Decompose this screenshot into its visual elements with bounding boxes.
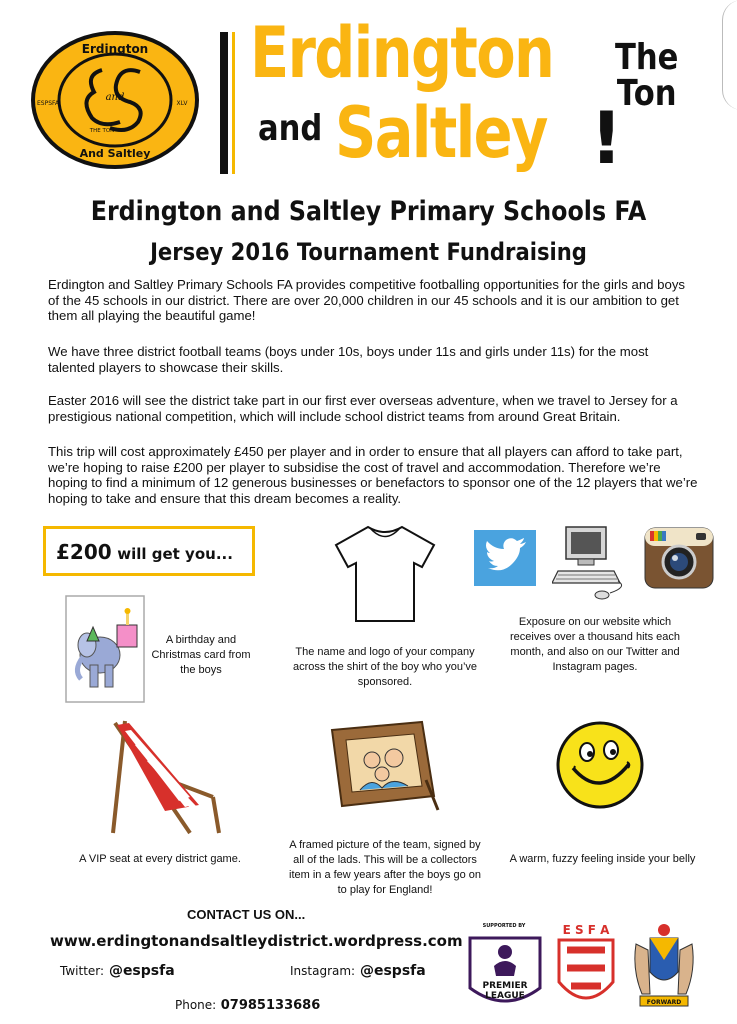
subheadline: Jersey 2016 Tournament Fundraising	[150, 238, 587, 266]
paragraph-intro: Erdington and Saltley Primary Schools FA provides competitive footballing opportunities for the girls and boys of the 45 schools in our district. There are over 20,000 children in our 45 schools and it is our ambition to get them all playing the beautiful game!	[48, 277, 686, 323]
computer-icon	[552, 523, 632, 603]
svg-text:and: and	[105, 92, 125, 103]
offer-amount: £200	[56, 540, 112, 564]
logo-top-text: Erdington	[81, 42, 149, 56]
twitter-icon	[474, 530, 536, 586]
offer-text	[56, 540, 233, 564]
reward-feeling-caption: A warm, fuzzy feeling inside your belly	[509, 853, 696, 865]
the-ton-line1: The	[615, 37, 679, 78]
deckchair-icon	[95, 715, 225, 840]
title-exclaim: !	[590, 96, 623, 180]
website-link[interactable]: www.erdingtonandsaltleydistrict.wordpress.com	[50, 932, 463, 950]
twitter-label: Twitter:	[60, 964, 105, 978]
phone-label: Phone:	[175, 998, 217, 1012]
pl-supported-text: SUPPORTED BY	[482, 923, 526, 929]
title-saltley: Saltley	[335, 92, 547, 174]
instagram-contact	[290, 963, 426, 979]
coat-motto: FORWARD	[646, 999, 682, 1006]
pl-line2: LEAGUE	[485, 991, 525, 1001]
twitter-handle-link[interactable]: @espsfa	[108, 963, 175, 979]
picture-frame-icon	[330, 720, 440, 812]
title-and: and	[258, 108, 323, 149]
logo-bottom-text: And Saltley	[79, 147, 151, 160]
espsfa-logo	[30, 30, 200, 170]
title-erdington: Erdington	[250, 12, 554, 94]
tshirt-icon	[330, 523, 440, 625]
paragraph-cost: This trip will cost approximately £450 per player and in order to ensure that all players can afford to take part, we’re hoping to raise £200 per player to subsidise the cost of travel and accommodation. Therefore we’re hoping to find a minimum of 12 generous businesses or benefactors to sponsor one of the 12 players that we’re hoping to take and ensure that this dream becomes a reality.	[48, 444, 698, 506]
title-divider-accent	[232, 32, 235, 174]
headline: Erdington and Saltley Primary Schools FA	[90, 196, 647, 227]
logo-center-text: THE TON	[89, 128, 115, 134]
reward-seat-caption: A VIP seat at every district game.	[79, 853, 241, 865]
reward-card-caption: A birthday and Christmas card from the boys	[151, 634, 251, 676]
reward-picture-caption: A framed picture of the team, signed by all of the lads. This will be a collectors item in a few years after the boys go on to play for England!	[289, 839, 481, 896]
esfa-logo	[553, 922, 619, 1014]
logo-right-text: XLV	[176, 100, 188, 107]
instagram-handle-link[interactable]: @espsfa	[359, 963, 426, 979]
title-divider	[220, 32, 228, 174]
smiley-icon	[555, 720, 645, 810]
premier-league-logo	[464, 918, 546, 1014]
offer-rest: will get you...	[117, 545, 233, 563]
the-ton-label	[615, 37, 679, 114]
paragraph-easter: Easter 2016 will see the district take part in our first ever overseas adventure, when we travel to Jersey for a prestigious national competition, which will include school district teams from around Great Britain.	[48, 393, 678, 424]
reward-shirt-caption: The name and logo of your company across the shirt of the boy who you’ve sponsored.	[292, 646, 478, 688]
twitter-contact	[60, 963, 175, 979]
instagram-icon	[644, 527, 714, 589]
logo-left-text: ESPSFA	[36, 100, 60, 107]
pl-line1: PREMIER	[482, 981, 528, 991]
birthday-card-icon	[65, 595, 147, 705]
the-ton-line2: Ton	[616, 73, 677, 114]
esfa-text: E S F A	[562, 923, 610, 937]
instagram-label: Instagram:	[290, 964, 356, 978]
phone-number[interactable]: 07985133686	[220, 998, 321, 1013]
paragraph-teams: We have three district football teams (boys under 10s, boys under 11s and girls under 11s) for the most talented players to showcase their skills.	[48, 344, 649, 375]
page-edge-curve	[722, 0, 737, 110]
contact-title: CONTACT US ON...	[187, 907, 306, 922]
coat-of-arms-logo	[628, 920, 700, 1010]
reward-exposure-caption: Exposure on our website which receives over a thousand hits each month, and also on our Twitter and Instagram pages.	[510, 616, 680, 673]
phone-contact	[175, 998, 320, 1013]
